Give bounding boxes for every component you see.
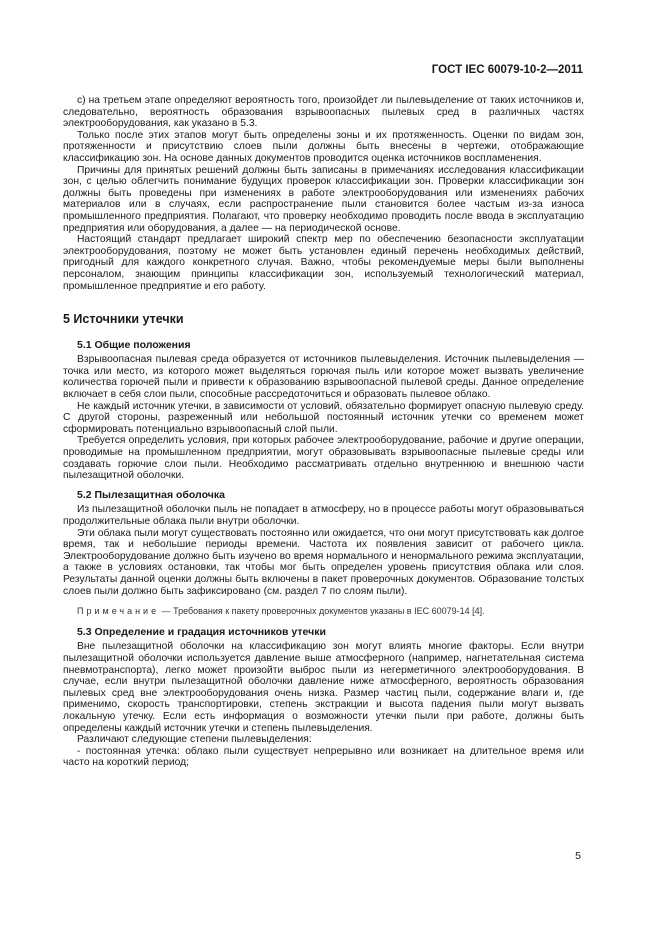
note: [63, 606, 584, 618]
document-header: ГОСТ IEC 60079-10-2—2011: [431, 64, 583, 76]
subsection-heading: 5.3 Определение и градация источников утечки: [77, 625, 326, 638]
paragraph: Только после этих этапов могут быть определены зоны и их протяженность. Оценки по видам зон, протяженности и присутствию слоев пыли должны быть внесены в чертежи, отображающие классификацию зон. На основе данных документов проводится оценка источников воспламенения.: [63, 129, 584, 164]
paragraph: Различают следующие степени пылевыделения:: [77, 734, 312, 746]
paragraph: Из пылезащитной оболочки пыль не попадает в атмосферу, но в процессе работы могут образовываться продолжительные облака пыли внутри оболочки.: [63, 504, 584, 527]
subsection-heading: 5.2 Пылезащитная оболочка: [77, 488, 225, 501]
section-heading: 5 Источники утечки: [63, 312, 184, 327]
page-body: [63, 95, 584, 769]
paragraph: Настоящий стандарт предлагает широкий спектр мер по обеспечению безопасности эксплуатации электрооборудования, поэтому не может быть установлен единый перечень необходимых действий, пригодный для каждого конкретного случая. Важно, чтобы рекомендуемые меры были выполнены персоналом, знающим принципы классификации зон, используемый технологический материал, промышленное предприятие и его работу.: [63, 234, 584, 292]
note-text: — Требования к пакету проверочных документов указаны в IEC 60079-14 [4].: [159, 606, 485, 617]
paragraph: c) на третьем этапе определяют вероятность того, произойдет ли пылевыделение от таких источников и, следовательно, вероятность образования взрывоопасных пылевых сред в различных частях электрооборудования, как указано в 5.3.: [63, 95, 584, 130]
paragraph: Требуется определить условия, при которых рабочее электрооборудование, рабочие и другие операции, проводимые на промышленном предприятии, могут образовывать взрывоопасные пылевые среды или создавать горючие слои пыли. Необходимо рассматривать отдельно внутреннюю и внешнюю части пылезащитной оболочки.: [63, 435, 584, 482]
page-number: 5: [575, 850, 581, 862]
paragraph: Не каждый источник утечки, в зависимости от условий, обязательно формирует опасную пылевую среду. С другой стороны, разреженный или небольшой постоянный источник утечки со временем может сформировать потенциально взрывоопасный слой пыли.: [63, 400, 584, 435]
paragraph: Взрывоопасная пылевая среда образуется от источников пылевыделения. Источник пылевыделения — точка или место, из которого может выделяться горючая пыль или которое может вызвать увеличение количества горючей пыли и привести к образованию взрывоопасной пылевой среды. Данное определение включает в себя слои пыли, способные рассредоточиться и образовать пылевое облако.: [63, 354, 584, 401]
paragraph: Эти облака пыли могут существовать постоянно или ожидается, что они могут присутствовать как долгое время, так и небольшие периоды времени. Частота их появления зависит от рабочего цикла. Электрооборудование должно быть изучено во время нормального и ненормального режима эксплуатации, а также в условиях остановки, так чтобы мог быть определен уровень присутствия облака или слоя. Результаты данной оценки должны быть включены в пакет проверочных документов. Образование толстых слоев пыли должно быть зафиксировано (см. раздел 7 по слоям пыли).: [63, 527, 584, 597]
note-label: Примечание: [77, 606, 160, 617]
paragraph: Вне пылезащитной оболочки на классификацию зон могут влиять многие факторы. Если внутри пылезащитной оболочки используется давление выше атмосферного (например, нагнетательная система пневмотранспорта), легко может произойти выброс пыли из негерметичного электрооборудования. В случае, если внутри пылезащитной оболочки давление ниже атмосферного, вероятность образования пылевых сред вне электрооборудования очень низка. Размер частиц пыли, содержание влаги и, где применимо, скорость транспортировки, степень экстракции и высота падения пыли могут вызвать локальную утечку. Если есть информация о возможности утечки пыли при работе, должны быть определены каждый источник утечки и степень пылевыделения.: [63, 641, 584, 734]
subsection-heading: 5.1 Общие положения: [77, 338, 191, 351]
paragraph: - постоянная утечка: облако пыли существует непрерывно или возникает на длительное время или часто на короткий период;: [63, 745, 584, 769]
paragraph: Причины для принятых решений должны быть записаны в примечаниях исследования классификации зон, с целью облегчить понимание будущих проверок классификации зон. Проверки классификации зон должны быть проведены при изменениях в работе электрооборудования или изменениях рабочих материалов или в случаях, если распространение пыли становится более частым из-за износа промышленного предприятия. Полагают, что проверку необходимо проводить после ввода в эксплуатацию предприятия или оборудования, а далее — на периодической основе.: [63, 164, 584, 234]
